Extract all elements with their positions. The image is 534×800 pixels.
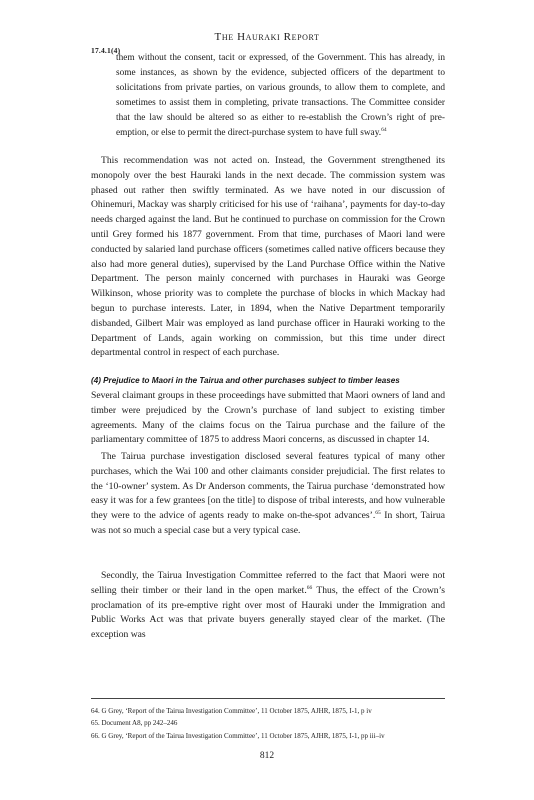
block-quote: [116, 51, 445, 140]
subheading-number: (4): [91, 376, 101, 385]
body-paragraph: [91, 450, 445, 539]
section-subheading: [91, 376, 445, 385]
section-number: 17.4.1(4): [91, 46, 121, 55]
running-title: The Hauraki Report: [214, 31, 320, 43]
body-paragraph: [91, 569, 445, 643]
paragraph-text: The Tairua purchase investigation disclosed several features typical of many other purchases, which the Wai 100 and other claimants consider prejudicial. The first relates to the ‘10-owner’ system. As Dr Anderson comments, the Tairua purchase ‘demonstrated how easy it was for a few grantees [on the title] to dispose of tribal interests, and how vulnerable they were to the advice of agents ready to make on-the-spot advances’.: [91, 451, 445, 522]
footnote-item: 64. G Grey, ‘Report of the Tairua Investigation Committee’, 11 October 1875, AJHR, 1875, I-1, p iv: [91, 707, 372, 715]
paragraph-text: Secondly, the Tairua Investigation Committee referred to the fact that Maori were not selling their timber or their land in the open market.: [91, 570, 445, 596]
paragraph-text: Thus, the effect of the Crown’s proclamation of its pre-emptive right over most of Hauraki under the Immigration and Public Works Act was that private buyers generally stayed clear of the market. (The exception was: [91, 584, 445, 641]
block-quote-text: them without the consent, tacit or expressed, of the Government. This has already, in some instances, as shown by the evidence, subjected officers of the department to solicitations from private parties, on various grounds, to allow them to complete, and sometimes to assist them in completing, private transactions. The Committee consider that the law should be altered so as either to re-establish the Crown’s right of pre-emption, or else to permit the direct-purchase system to have full sway.: [116, 53, 445, 138]
body-paragraph: Several claimant groups in these proceedings have submitted that Maori owners of land and timber were prejudiced by the Crown’s purchase of land subject to existing timber agreements. Many of the claims focus on the Tairua purchase and the failure of the parliamentary committee of 1875 to address Maori concerns, as discussed in chapter 14.: [91, 390, 445, 446]
footnote-divider: [91, 698, 445, 699]
footnote-item: 65. Document A8, pp 242–246: [91, 719, 178, 728]
subheading-text: Prejudice to Maori in the Tairua and other purchases subject to timber leases: [103, 376, 400, 385]
paragraph-text: In short, Tairua was not so much a special case but a very typical case.: [91, 510, 446, 536]
footnote-ref[interactable]: 66: [306, 584, 313, 591]
body-paragraph: This recommendation was not acted on. Instead, the Government strengthened its monopoly over the best Hauraki lands in the next decade. The commission system was phased out rather then swiftly terminated. As we have noted in our discussion of Ohinemuri, Mackay was sharply criticised for his use of ‘raihana’, payments for day-to-day needs charged against the land. But he continued to purchase on commission for the Crown until Grey formed his 1877 government. From that time, purchases of Maori land were conducted by salaried land purchase officers (sometimes called native officers because they also had more general duties), supervised by the Land Purchase Office within the Native Department. The person mainly concerned with purchases in Hauraki was George Wilkinson, whose priority was to complete the purchase of blocks in which Mackay had begun to purchase interests. Later, in 1894, when the Native Department temporarily disbanded, Gilbert Mair was employed as land purchase officer in Hauraki working to the Department of Lands, again working on commission, but this time under direct departmental control in respect of each purchase.: [91, 155, 445, 359]
footnote-item: 66. G Grey, ‘Report of the Tairua Investigation Committee’, 11 October 1875, AJHR, 1875, I-1, pp iii–iv: [91, 731, 385, 740]
footnote-list: [91, 705, 445, 742]
footnote-ref[interactable]: 65: [375, 510, 381, 516]
page-number: 812: [259, 751, 275, 761]
footnote-ref[interactable]: 64: [381, 126, 387, 133]
